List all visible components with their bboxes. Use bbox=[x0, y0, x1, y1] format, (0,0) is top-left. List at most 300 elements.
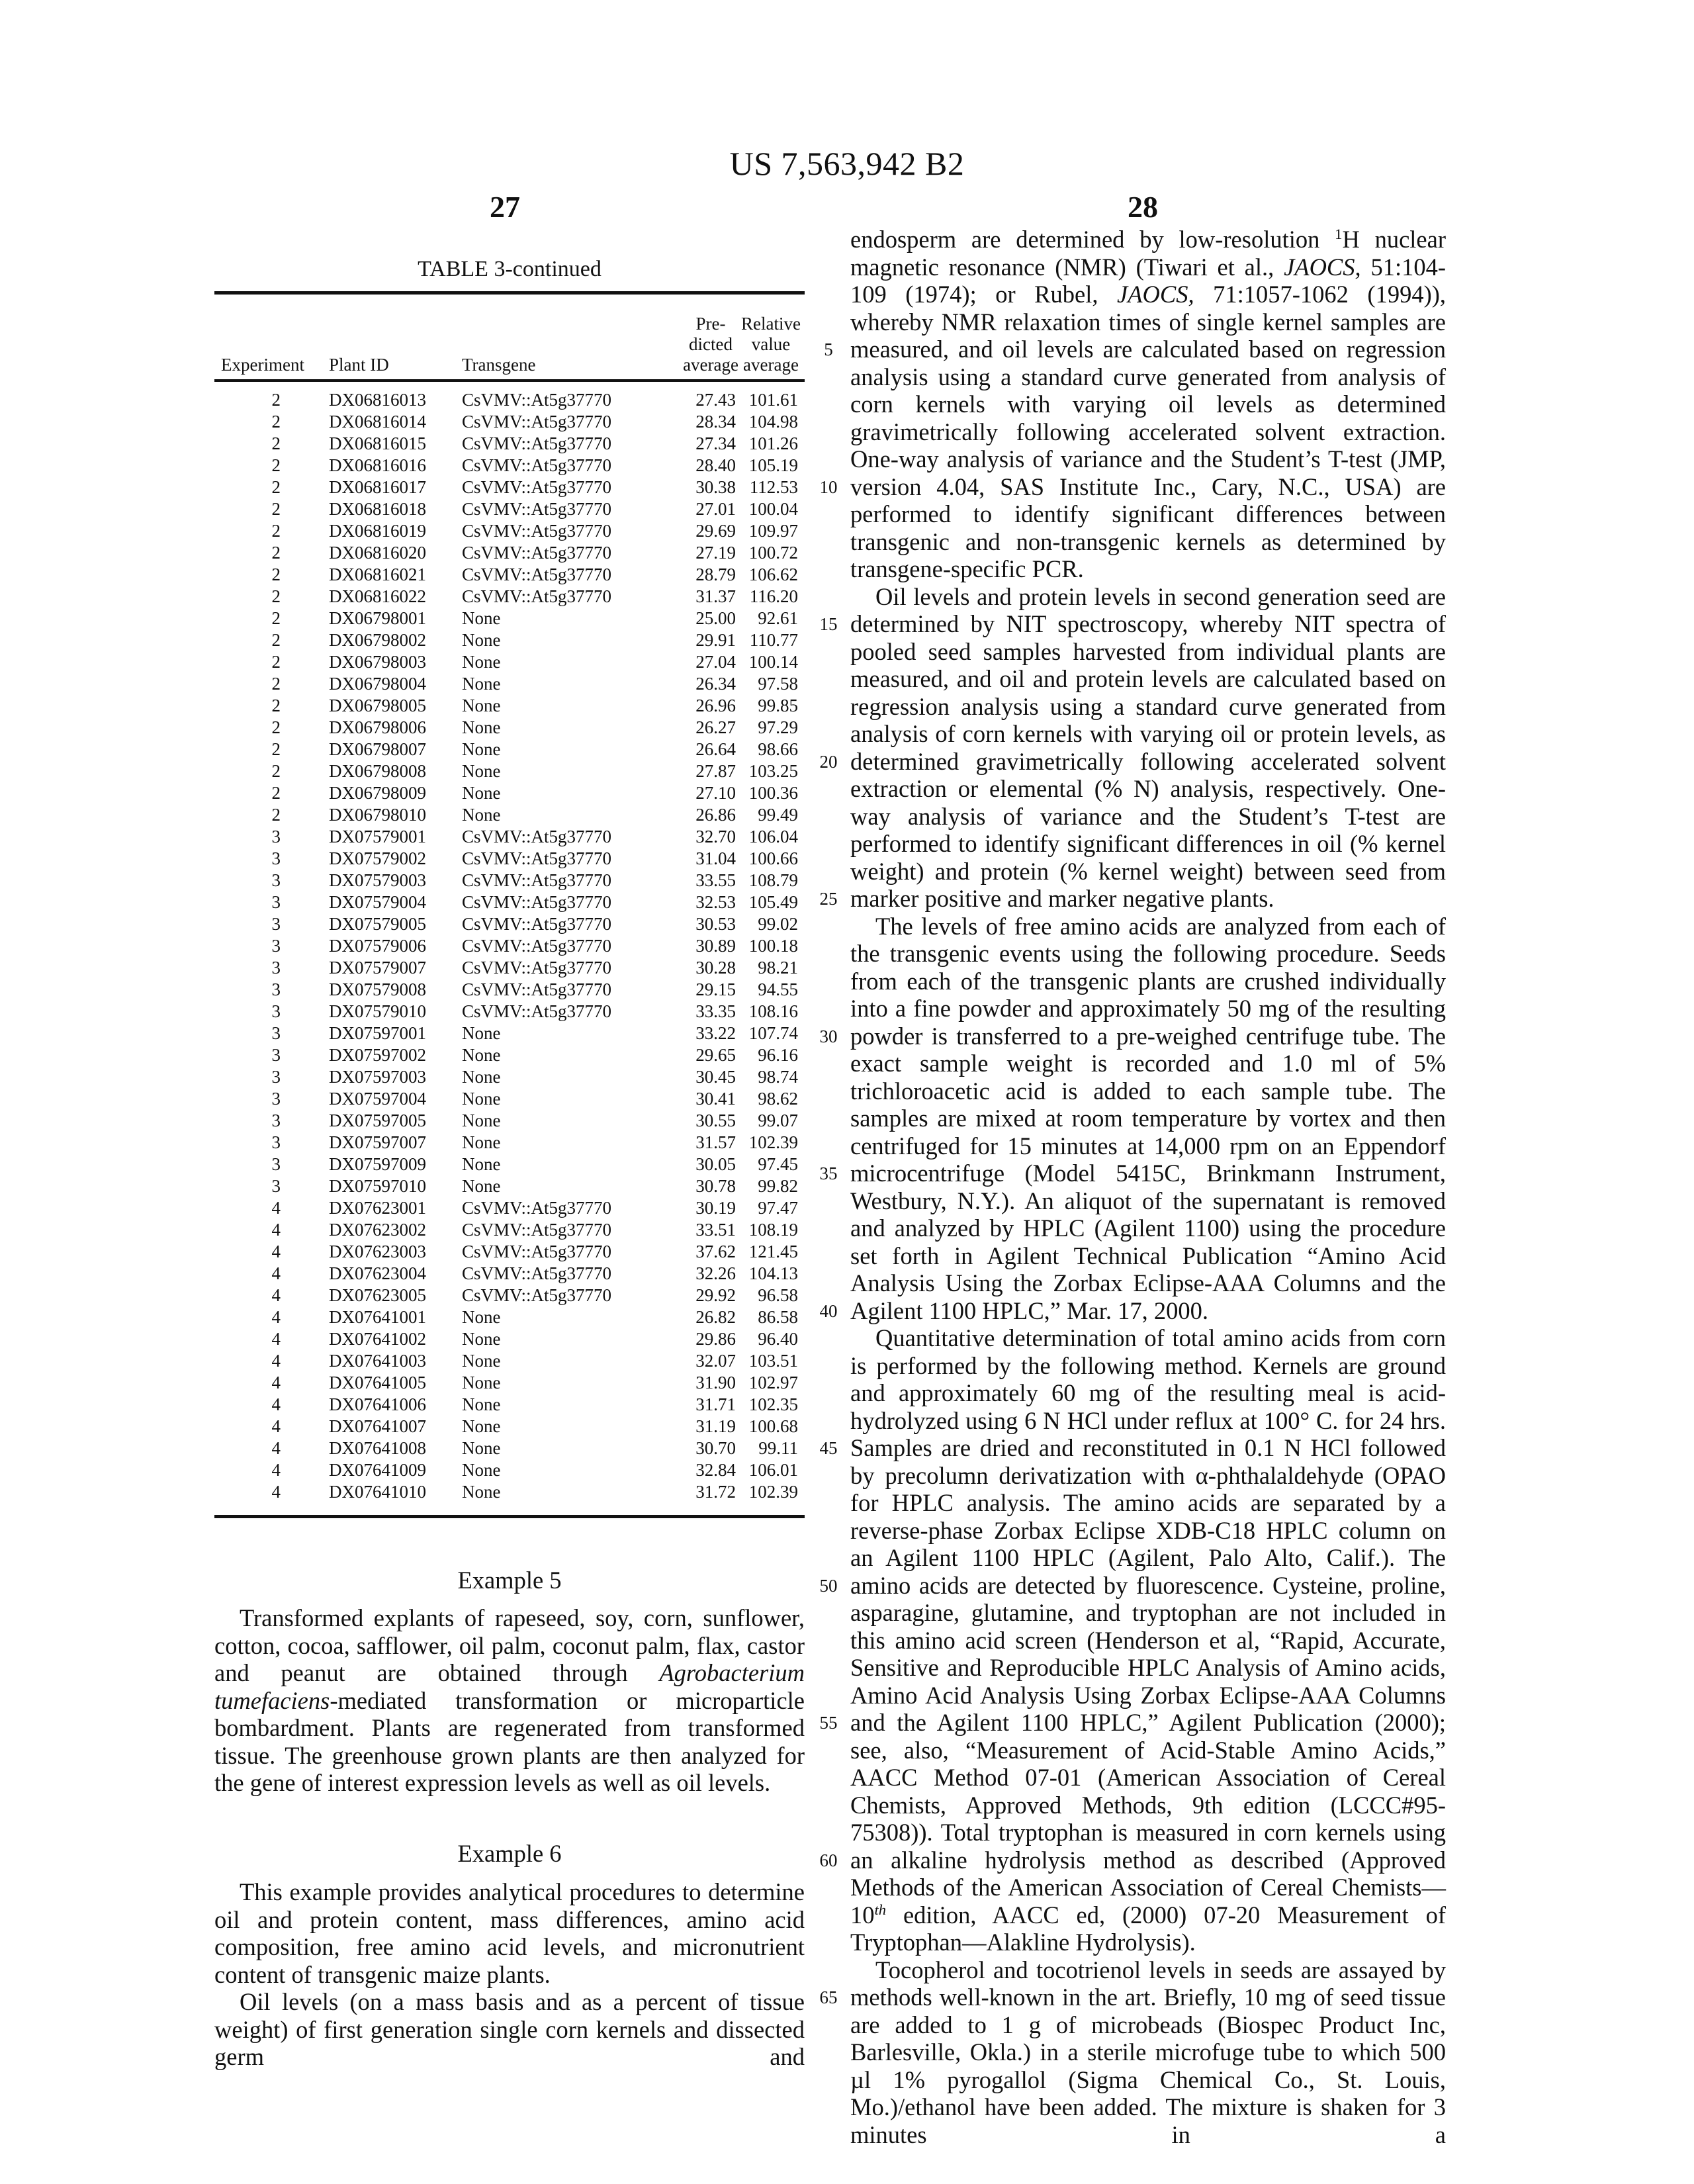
relative-value-cell: 92.61 bbox=[758, 608, 798, 629]
transgene-cell: CsVMV::At5g37770 bbox=[462, 1285, 611, 1306]
predicted-average-cell: 31.37 bbox=[695, 586, 736, 608]
table-row bbox=[214, 891, 805, 913]
table-row bbox=[214, 1394, 805, 1416]
experiment-cell: 2 bbox=[272, 477, 281, 498]
relative-value-cell: 105.19 bbox=[749, 455, 798, 477]
text-segment: th bbox=[875, 1901, 887, 1917]
predicted-average-cell: 30.70 bbox=[695, 1437, 736, 1459]
experiment-cell: 3 bbox=[272, 1154, 281, 1175]
plant-id-cell: DX06798010 bbox=[329, 804, 426, 826]
plant-id-cell: DX06816020 bbox=[329, 542, 426, 564]
line-number: 15 bbox=[815, 614, 842, 635]
relative-value-cell: 102.35 bbox=[749, 1394, 798, 1416]
relative-value-cell: 99.07 bbox=[758, 1110, 798, 1132]
relative-value-cell: 94.55 bbox=[758, 979, 798, 1001]
predicted-average-cell: 32.84 bbox=[695, 1459, 736, 1481]
relative-value-cell: 99.11 bbox=[758, 1437, 798, 1459]
relative-value-cell: 97.47 bbox=[758, 1197, 798, 1219]
plant-id-cell: DX07597002 bbox=[329, 1044, 426, 1066]
relative-value-cell: 97.58 bbox=[758, 673, 798, 695]
transgene-cell: CsVMV::At5g37770 bbox=[462, 913, 611, 935]
transgene-cell: CsVMV::At5g37770 bbox=[462, 520, 611, 542]
relative-value-cell: 100.18 bbox=[749, 935, 798, 957]
plant-id-cell: DX07597004 bbox=[329, 1088, 426, 1110]
transgene-cell: CsVMV::At5g37770 bbox=[462, 498, 611, 520]
plant-id-cell: DX06798005 bbox=[329, 695, 426, 717]
predicted-average-cell: 30.89 bbox=[695, 935, 736, 957]
experiment-cell: 4 bbox=[272, 1241, 281, 1263]
example-5-text bbox=[214, 1604, 805, 1797]
line-number: 5 bbox=[815, 340, 842, 360]
relative-value-cell: 100.68 bbox=[749, 1416, 798, 1437]
relative-value-cell: 96.16 bbox=[758, 1044, 798, 1066]
plant-id-cell: DX06798008 bbox=[329, 760, 426, 782]
table-header-rule bbox=[214, 379, 805, 382]
transgene-cell: CsVMV::At5g37770 bbox=[462, 1197, 611, 1219]
transgene-cell: None bbox=[462, 651, 500, 673]
predicted-average-cell: 26.96 bbox=[695, 695, 736, 717]
table-row bbox=[214, 1263, 805, 1285]
transgene-cell: CsVMV::At5g37770 bbox=[462, 935, 611, 957]
table-row bbox=[214, 1350, 805, 1372]
table-row bbox=[214, 1044, 805, 1066]
plant-id-cell: DX06798007 bbox=[329, 739, 426, 760]
relative-value-cell: 108.19 bbox=[749, 1219, 798, 1241]
table-row bbox=[214, 389, 805, 411]
table-row bbox=[214, 1110, 805, 1132]
predicted-average-cell: 27.01 bbox=[695, 498, 736, 520]
plant-id-cell: DX06816018 bbox=[329, 498, 426, 520]
text-segment: H nuclear magnetic resonance (NMR) (Tiwari et al., bbox=[850, 226, 1446, 281]
transgene-cell: None bbox=[462, 673, 500, 695]
experiment-cell: 2 bbox=[272, 760, 281, 782]
transgene-cell: CsVMV::At5g37770 bbox=[462, 1241, 611, 1263]
relative-value-cell: 96.58 bbox=[758, 1285, 798, 1306]
transgene-cell: CsVMV::At5g37770 bbox=[462, 389, 611, 411]
plant-id-cell: DX06798003 bbox=[329, 651, 426, 673]
experiment-cell: 2 bbox=[272, 542, 281, 564]
predicted-average-cell: 30.38 bbox=[695, 477, 736, 498]
plant-id-cell: DX07623005 bbox=[329, 1285, 426, 1306]
transgene-cell: CsVMV::At5g37770 bbox=[462, 1263, 611, 1285]
plant-id-cell: DX07641005 bbox=[329, 1372, 426, 1394]
table-row bbox=[214, 760, 805, 782]
patent-number: US 7,563,942 B2 bbox=[0, 144, 1694, 183]
plant-id-cell: DX07641008 bbox=[329, 1437, 426, 1459]
plant-id-cell: DX07579004 bbox=[329, 891, 426, 913]
predicted-average-cell: 30.05 bbox=[695, 1154, 736, 1175]
column-header-relative: Relative value average bbox=[741, 314, 801, 375]
experiment-cell: 4 bbox=[272, 1372, 281, 1394]
transgene-cell: None bbox=[462, 608, 500, 629]
table-row bbox=[214, 1285, 805, 1306]
predicted-average-cell: 29.15 bbox=[695, 979, 736, 1001]
transgene-cell: None bbox=[462, 717, 500, 739]
table-row bbox=[214, 1197, 805, 1219]
experiment-cell: 3 bbox=[272, 1066, 281, 1088]
experiment-cell: 4 bbox=[272, 1394, 281, 1416]
experiment-cell: 2 bbox=[272, 673, 281, 695]
text-segment: This example provides analytical procedures to determine oil and protein content, mass differences, amino acid composition, free amino acid levels, and micronutrient content of transgenic maize plants. bbox=[214, 1878, 805, 1988]
transgene-cell: None bbox=[462, 1372, 500, 1394]
predicted-average-cell: 30.41 bbox=[695, 1088, 736, 1110]
predicted-average-cell: 32.70 bbox=[695, 826, 736, 848]
table-row bbox=[214, 957, 805, 979]
plant-id-cell: DX07597005 bbox=[329, 1110, 426, 1132]
table-row bbox=[214, 1306, 805, 1328]
transgene-cell: CsVMV::At5g37770 bbox=[462, 586, 611, 608]
plant-id-cell: DX07579007 bbox=[329, 957, 426, 979]
relative-value-cell: 102.97 bbox=[749, 1372, 798, 1394]
transgene-cell: None bbox=[462, 804, 500, 826]
plant-id-cell: DX07641001 bbox=[329, 1306, 426, 1328]
table-row bbox=[214, 782, 805, 804]
table-row bbox=[214, 586, 805, 608]
relative-value-cell: 116.20 bbox=[750, 586, 798, 608]
transgene-cell: CsVMV::At5g37770 bbox=[462, 433, 611, 455]
table-row bbox=[214, 913, 805, 935]
table-row bbox=[214, 979, 805, 1001]
experiment-cell: 2 bbox=[272, 433, 281, 455]
plant-id-cell: DX07579001 bbox=[329, 826, 426, 848]
predicted-average-cell: 33.35 bbox=[695, 1001, 736, 1023]
table-row bbox=[214, 1437, 805, 1459]
line-number: 40 bbox=[815, 1301, 842, 1322]
experiment-cell: 4 bbox=[272, 1263, 281, 1285]
relative-value-cell: 98.66 bbox=[758, 739, 798, 760]
experiment-cell: 2 bbox=[272, 629, 281, 651]
text-segment: JAOCS, bbox=[1117, 281, 1194, 308]
table-row bbox=[214, 1241, 805, 1263]
experiment-cell: 4 bbox=[272, 1459, 281, 1481]
relative-value-cell: 103.25 bbox=[749, 760, 798, 782]
plant-id-cell: DX07623001 bbox=[329, 1197, 426, 1219]
paragraph bbox=[850, 1956, 1446, 2149]
predicted-average-cell: 29.92 bbox=[695, 1285, 736, 1306]
experiment-cell: 3 bbox=[272, 826, 281, 848]
predicted-average-cell: 37.62 bbox=[695, 1241, 736, 1263]
table-row bbox=[214, 1175, 805, 1197]
paragraph bbox=[214, 1988, 805, 2071]
plant-id-cell: DX07579005 bbox=[329, 913, 426, 935]
experiment-cell: 2 bbox=[272, 695, 281, 717]
plant-id-cell: DX06816019 bbox=[329, 520, 426, 542]
transgene-cell: None bbox=[462, 1154, 500, 1175]
relative-value-cell: 98.74 bbox=[758, 1066, 798, 1088]
predicted-average-cell: 28.34 bbox=[695, 411, 736, 433]
plant-id-cell: DX06816021 bbox=[329, 564, 426, 586]
experiment-cell: 3 bbox=[272, 848, 281, 870]
transgene-cell: None bbox=[462, 1394, 500, 1416]
paragraph bbox=[850, 583, 1446, 913]
plant-id-cell: DX07623002 bbox=[329, 1219, 426, 1241]
relative-value-cell: 97.45 bbox=[758, 1154, 798, 1175]
transgene-cell: CsVMV::At5g37770 bbox=[462, 848, 611, 870]
predicted-average-cell: 25.00 bbox=[695, 608, 736, 629]
plant-id-cell: DX07579010 bbox=[329, 1001, 426, 1023]
plant-id-cell: DX07623003 bbox=[329, 1241, 426, 1263]
plant-id-cell: DX06798004 bbox=[329, 673, 426, 695]
transgene-cell: CsVMV::At5g37770 bbox=[462, 957, 611, 979]
experiment-cell: 3 bbox=[272, 870, 281, 891]
predicted-average-cell: 32.26 bbox=[695, 1263, 736, 1285]
transgene-cell: None bbox=[462, 1459, 500, 1481]
table-row bbox=[214, 1154, 805, 1175]
predicted-average-cell: 27.43 bbox=[695, 389, 736, 411]
experiment-cell: 2 bbox=[272, 455, 281, 477]
predicted-average-cell: 33.22 bbox=[695, 1023, 736, 1044]
table-header bbox=[214, 306, 805, 375]
experiment-cell: 3 bbox=[272, 1023, 281, 1044]
predicted-average-cell: 32.07 bbox=[695, 1350, 736, 1372]
transgene-cell: CsVMV::At5g37770 bbox=[462, 870, 611, 891]
relative-value-cell: 106.62 bbox=[749, 564, 798, 586]
table-title: TABLE 3-continued bbox=[214, 257, 805, 282]
experiment-cell: 3 bbox=[272, 1132, 281, 1154]
experiment-cell: 4 bbox=[272, 1306, 281, 1328]
predicted-average-cell: 26.64 bbox=[695, 739, 736, 760]
experiment-cell: 3 bbox=[272, 1044, 281, 1066]
predicted-average-cell: 33.51 bbox=[695, 1219, 736, 1241]
transgene-cell: None bbox=[462, 782, 500, 804]
paragraph bbox=[214, 1878, 805, 1988]
plant-id-cell: DX07597010 bbox=[329, 1175, 426, 1197]
text-segment: Agrobacterium tumefaciens bbox=[214, 1659, 805, 1714]
experiment-cell: 2 bbox=[272, 389, 281, 411]
predicted-average-cell: 29.65 bbox=[695, 1044, 736, 1066]
predicted-average-cell: 31.72 bbox=[695, 1481, 736, 1503]
predicted-average-cell: 30.53 bbox=[695, 913, 736, 935]
plant-id-cell: DX07641003 bbox=[329, 1350, 426, 1372]
relative-value-cell: 112.53 bbox=[750, 477, 798, 498]
predicted-average-cell: 26.82 bbox=[695, 1306, 736, 1328]
experiment-cell: 3 bbox=[272, 935, 281, 957]
experiment-cell: 4 bbox=[272, 1219, 281, 1241]
transgene-cell: CsVMV::At5g37770 bbox=[462, 826, 611, 848]
plant-id-cell: DX06798009 bbox=[329, 782, 426, 804]
predicted-average-cell: 27.04 bbox=[695, 651, 736, 673]
page-number-left: 27 bbox=[490, 189, 520, 224]
experiment-cell: 4 bbox=[272, 1285, 281, 1306]
plant-id-cell: DX07641002 bbox=[329, 1328, 426, 1350]
transgene-cell: None bbox=[462, 695, 500, 717]
relative-value-cell: 103.51 bbox=[749, 1350, 798, 1372]
relative-value-cell: 99.49 bbox=[758, 804, 798, 826]
relative-value-cell: 108.16 bbox=[749, 1001, 798, 1023]
predicted-average-cell: 27.87 bbox=[695, 760, 736, 782]
column-header-experiment: Experiment bbox=[221, 355, 304, 375]
table-row bbox=[214, 826, 805, 848]
table-row bbox=[214, 935, 805, 957]
plant-id-cell: DX06798006 bbox=[329, 717, 426, 739]
plant-id-cell: DX07597001 bbox=[329, 1023, 426, 1044]
transgene-cell: CsVMV::At5g37770 bbox=[462, 411, 611, 433]
transgene-cell: None bbox=[462, 1416, 500, 1437]
predicted-average-cell: 27.10 bbox=[695, 782, 736, 804]
plant-id-cell: DX06816022 bbox=[329, 586, 426, 608]
plant-id-cell: DX07641010 bbox=[329, 1481, 426, 1503]
predicted-average-cell: 26.27 bbox=[695, 717, 736, 739]
predicted-average-cell: 26.86 bbox=[695, 804, 736, 826]
transgene-cell: None bbox=[462, 1044, 500, 1066]
table-row bbox=[214, 520, 805, 542]
relative-value-cell: 99.02 bbox=[758, 913, 798, 935]
text-segment: The levels of free amino acids are analyzed from each of the transgenic events using the following procedure. Seeds from each of the transgenic plants are crushed individually into a fine powder and approximately 50 mg of the resulting powder is transferred to a pre-weighed centrifuge tube. The exact sample weight is recorded and 1.0 ml of 5% trichloroacetic acid is added to each sample tube. The samples are mixed at room temperature by vortex and then centrifuged for 15 minutes at 14,000 rpm on an Eppendorf microcentrifuge (Model 5415C, Brinkmann Instrument, Westbury, N.Y.). An aliquot of the supernatant is removed and analyzed by HPLC (Agilent 1100) using the procedure set forth in Agilent Technical Publication “Amino Acid Analysis Using the Zorbax Eclipse-AAA Columns and the Agilent 1100 HPLC,” Mar. 17, 2000. bbox=[850, 913, 1446, 1324]
plant-id-cell: DX07641007 bbox=[329, 1416, 426, 1437]
table-row bbox=[214, 455, 805, 477]
predicted-average-cell: 31.71 bbox=[695, 1394, 736, 1416]
experiment-cell: 3 bbox=[272, 957, 281, 979]
transgene-cell: CsVMV::At5g37770 bbox=[462, 1001, 611, 1023]
transgene-cell: None bbox=[462, 1175, 500, 1197]
plant-id-cell: DX06798002 bbox=[329, 629, 426, 651]
paragraph bbox=[850, 913, 1446, 1325]
predicted-average-cell: 27.19 bbox=[695, 542, 736, 564]
line-number: 30 bbox=[815, 1026, 842, 1047]
table-row bbox=[214, 1459, 805, 1481]
plant-id-cell: DX06816014 bbox=[329, 411, 426, 433]
table-row bbox=[214, 1372, 805, 1394]
plant-id-cell: DX06798001 bbox=[329, 608, 426, 629]
text-segment: Oil levels and protein levels in second generation seed are determined by NIT spectroscopy, whereby NIT spectra of pooled seed samples harvested from individual plants are measured, and oil and protein levels are calculated based on regression analysis using a standard curve generated from analysis of corn kernels with varying oil or protein levels, as determined gravimetrically following accelerated solvent extraction or elemental (% N) analysis, respectively. One-way analysis of variance and the Student’s T-test are performed to identify significant differences in oil (% kernel weight) and protein (% kernel weight) between seed from marker positive and marker negative plants. bbox=[850, 583, 1446, 913]
transgene-cell: CsVMV::At5g37770 bbox=[462, 1219, 611, 1241]
table-row bbox=[214, 1088, 805, 1110]
experiment-cell: 2 bbox=[272, 608, 281, 629]
relative-value-cell: 104.13 bbox=[749, 1263, 798, 1285]
relative-value-cell: 106.01 bbox=[749, 1459, 798, 1481]
relative-value-cell: 107.74 bbox=[749, 1023, 798, 1044]
relative-value-cell: 98.62 bbox=[758, 1088, 798, 1110]
relative-value-cell: 108.79 bbox=[749, 870, 798, 891]
transgene-cell: None bbox=[462, 1066, 500, 1088]
predicted-average-cell: 28.40 bbox=[695, 455, 736, 477]
relative-value-cell: 121.45 bbox=[749, 1241, 798, 1263]
experiment-cell: 4 bbox=[272, 1328, 281, 1350]
predicted-average-cell: 30.55 bbox=[695, 1110, 736, 1132]
relative-value-cell: 105.49 bbox=[749, 891, 798, 913]
plant-id-cell: DX07641006 bbox=[329, 1394, 426, 1416]
page-number-right: 28 bbox=[1128, 189, 1158, 224]
transgene-cell: None bbox=[462, 1132, 500, 1154]
line-number: 55 bbox=[815, 1713, 842, 1733]
predicted-average-cell: 29.91 bbox=[695, 629, 736, 651]
text-segment: -mediated transformation or microparticle bombardment. Plants are regenerated from transformed tissue. The greenhouse grown plants are then analyzed for the gene of interest expression levels as well as oil levels. bbox=[214, 1687, 805, 1797]
table-row bbox=[214, 848, 805, 870]
relative-value-cell: 101.26 bbox=[749, 433, 798, 455]
experiment-cell: 2 bbox=[272, 411, 281, 433]
right-column-text bbox=[850, 226, 1446, 2148]
experiment-cell: 2 bbox=[272, 804, 281, 826]
text-segment: 1 bbox=[1335, 226, 1342, 242]
column-header-plant-id: Plant ID bbox=[329, 355, 389, 375]
predicted-average-cell: 33.55 bbox=[695, 870, 736, 891]
table-row bbox=[214, 1416, 805, 1437]
experiment-cell: 4 bbox=[272, 1197, 281, 1219]
example-6-heading: Example 6 bbox=[214, 1839, 805, 1868]
transgene-cell: None bbox=[462, 1306, 500, 1328]
paragraph bbox=[214, 1604, 805, 1797]
table-row bbox=[214, 717, 805, 739]
table-row bbox=[214, 673, 805, 695]
experiment-cell: 3 bbox=[272, 1110, 281, 1132]
experiment-cell: 3 bbox=[272, 979, 281, 1001]
predicted-average-cell: 31.04 bbox=[695, 848, 736, 870]
transgene-cell: CsVMV::At5g37770 bbox=[462, 979, 611, 1001]
predicted-average-cell: 29.86 bbox=[695, 1328, 736, 1350]
transgene-cell: None bbox=[462, 1023, 500, 1044]
experiment-cell: 4 bbox=[272, 1350, 281, 1372]
table-row bbox=[214, 1132, 805, 1154]
column-header-predicted: Pre- dicted average bbox=[683, 314, 738, 375]
text-segment: Tocopherol and tocotrienol levels in seeds are assayed by methods well-known in the art. Briefly, 10 mg of seed tissue are added to 1 g of microbeads (Biospec Product Inc, Barlesville, Okla.) in a sterile microfuge tube to which 500 µl 1% pyrogallol (Sigma Chemical Co., St. Louis, Mo.)/ethanol have been added. The mixture is shaken for 3 minutes in a bbox=[850, 1956, 1446, 2148]
table-row bbox=[214, 498, 805, 520]
paragraph bbox=[850, 1324, 1446, 1956]
table-row bbox=[214, 651, 805, 673]
experiment-cell: 4 bbox=[272, 1437, 281, 1459]
relative-value-cell: 106.04 bbox=[749, 826, 798, 848]
experiment-cell: 2 bbox=[272, 739, 281, 760]
experiment-cell: 2 bbox=[272, 564, 281, 586]
column-header-transgene: Transgene bbox=[462, 355, 536, 375]
experiment-cell: 2 bbox=[272, 717, 281, 739]
table-top-rule bbox=[214, 291, 805, 295]
transgene-cell: None bbox=[462, 1350, 500, 1372]
relative-value-cell: 102.39 bbox=[749, 1132, 798, 1154]
line-number: 65 bbox=[815, 1987, 842, 2008]
transgene-cell: None bbox=[462, 760, 500, 782]
table-row bbox=[214, 542, 805, 564]
plant-id-cell: DX06816016 bbox=[329, 455, 426, 477]
transgene-cell: CsVMV::At5g37770 bbox=[462, 477, 611, 498]
transgene-cell: CsVMV::At5g37770 bbox=[462, 564, 611, 586]
predicted-average-cell: 26.34 bbox=[695, 673, 736, 695]
predicted-average-cell: 28.79 bbox=[695, 564, 736, 586]
transgene-cell: CsVMV::At5g37770 bbox=[462, 455, 611, 477]
experiment-cell: 2 bbox=[272, 651, 281, 673]
table-row bbox=[214, 411, 805, 433]
plant-id-cell: DX07579002 bbox=[329, 848, 426, 870]
relative-value-cell: 86.58 bbox=[758, 1306, 798, 1328]
experiment-cell: 2 bbox=[272, 586, 281, 608]
plant-id-cell: DX06816013 bbox=[329, 389, 426, 411]
transgene-cell: CsVMV::At5g37770 bbox=[462, 891, 611, 913]
relative-value-cell: 100.36 bbox=[749, 782, 798, 804]
line-number: 25 bbox=[815, 889, 842, 909]
table-row bbox=[214, 870, 805, 891]
transgene-cell: None bbox=[462, 1481, 500, 1503]
table-body bbox=[214, 389, 805, 1503]
relative-value-cell: 100.66 bbox=[749, 848, 798, 870]
experiment-cell: 3 bbox=[272, 1001, 281, 1023]
plant-id-cell: DX07579006 bbox=[329, 935, 426, 957]
table-row bbox=[214, 608, 805, 629]
text-segment: endosperm are determined by low-resolution bbox=[850, 226, 1335, 253]
table-row bbox=[214, 1001, 805, 1023]
plant-id-cell: DX06816015 bbox=[329, 433, 426, 455]
table-row bbox=[214, 433, 805, 455]
relative-value-cell: 98.21 bbox=[758, 957, 798, 979]
experiment-cell: 4 bbox=[272, 1416, 281, 1437]
plant-id-cell: DX07597003 bbox=[329, 1066, 426, 1088]
transgene-cell: None bbox=[462, 1328, 500, 1350]
table-row bbox=[214, 1066, 805, 1088]
experiment-cell: 4 bbox=[272, 1481, 281, 1503]
experiment-cell: 3 bbox=[272, 1175, 281, 1197]
relative-value-cell: 96.40 bbox=[758, 1328, 798, 1350]
line-number: 20 bbox=[815, 752, 842, 772]
relative-value-cell: 97.29 bbox=[758, 717, 798, 739]
predicted-average-cell: 29.69 bbox=[695, 520, 736, 542]
